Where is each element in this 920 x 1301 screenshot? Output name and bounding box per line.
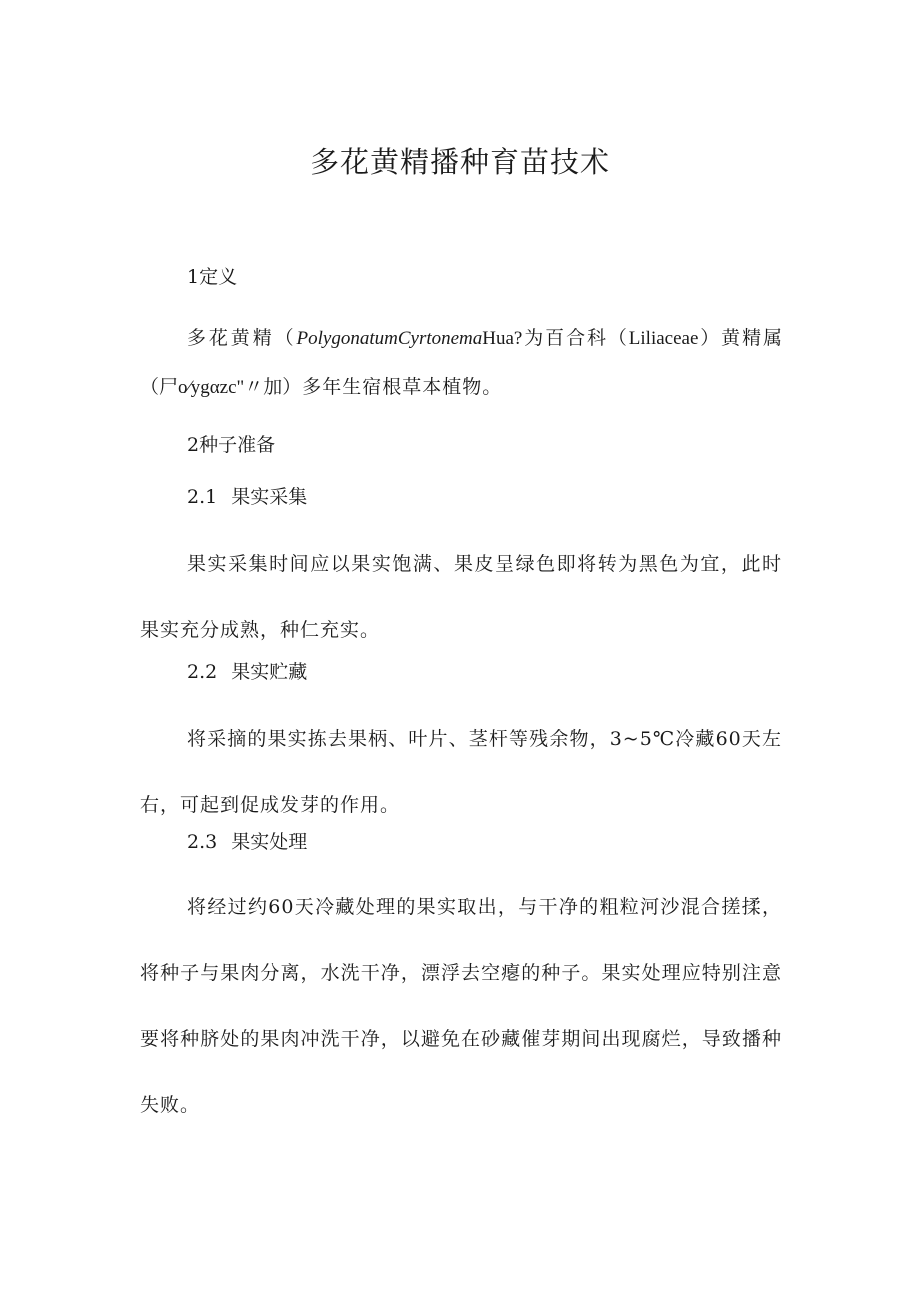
paragraph-fruit-processing: 将经过约60天冷藏处理的果实取出，与干净的粗粒河沙混合搓揉，将种子与果肉分离，水洗干净，漂浮去空瘪的种子。果实处理应特别注意要将种脐处的果肉冲洗干净，以避免在砂藏催芽期间出现腐烂，导致播种失败。 [140,896,782,1116]
heading-text: 果实贮藏 [231,661,308,683]
definition-garbled-text: o∕ygαzc"〃加 [178,377,283,398]
definition-family-text: Hua?为百合科（Liliaceae）黄精属（尸 [140,328,782,398]
page-title: 多花黄精播种育苗技术 [309,145,610,179]
section-heading-seed-prep: 2种子准备 [187,434,276,456]
heading-number: 2.2 [187,661,218,683]
section-heading-2-2 [187,657,307,684]
section-heading-2-1 [187,482,307,509]
definition-tail-text: ）多年生宿根草本植物。 [282,376,503,398]
heading-text: 果实处理 [231,831,308,853]
heading-number: 2.1 [187,486,218,508]
section-heading-definition: 1定义 [187,266,238,288]
definition-lead-text: 多花黄精（ [187,327,297,349]
section-heading-2-3 [187,827,307,854]
paragraph-fruit-storage: 将采摘的果实拣去果柄、叶片、茎杆等残余物，3~5℃冷藏60天左右，可起到促成发芽的作用。 [140,728,782,816]
paragraph-fruit-collection: 果实采集时间应以果实饱满、果皮呈绿色即将转为黑色为宜，此时果实充分成熟，种仁充实。 [140,553,782,641]
paragraph-definition [140,314,782,412]
heading-text: 果实采集 [231,486,308,508]
latin-name: PolygonatumCyrtonema [296,328,483,349]
heading-number: 2.3 [187,831,218,853]
